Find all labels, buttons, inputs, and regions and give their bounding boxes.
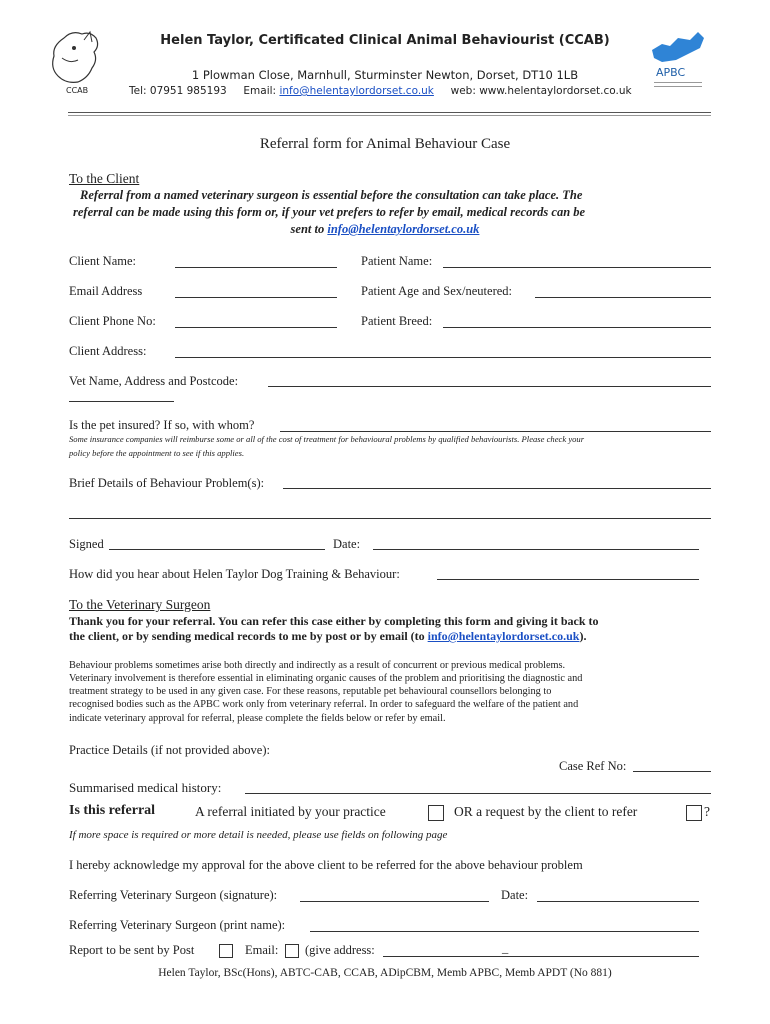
date-label: Date:: [333, 537, 361, 551]
report-email-checkbox[interactable]: [285, 944, 299, 958]
client-name-field[interactable]: [175, 267, 337, 268]
acknowledge-text: I hereby acknowledge my approval for the above client to be referred for the above behaviour problem: [69, 858, 583, 872]
give-address-label: (give address:: [305, 943, 375, 957]
vet-thanks-1: Thank you for your referral. You can refer this case either by completing this form and giving it back to: [69, 614, 599, 628]
vet-body-5: indicate veterinary approval for referral, please complete the fields below or refer by email.: [69, 713, 446, 724]
vet-name-field[interactable]: [268, 386, 711, 387]
patient-name-field[interactable]: [443, 267, 711, 268]
report-post-label: Report to be sent by Post: [69, 943, 195, 957]
form-title: Referral form for Animal Behaviour Case: [259, 136, 511, 152]
vet-name-label: Vet Name, Address and Postcode:: [69, 374, 239, 388]
vet-heading: To the Veterinary Surgeon: [69, 597, 211, 612]
how-hear-field[interactable]: [437, 579, 699, 580]
vet-date-label: Date:: [501, 888, 529, 902]
header-email-link[interactable]: info@helentaylordorset.co.uk: [279, 85, 434, 97]
vet-body-2: Veterinary involvement is therefore essential in eliminating organic causes of the problem and prioritising the diagnostic and: [69, 673, 583, 684]
header-web: web: www.helentaylordorset.co.uk: [450, 85, 632, 97]
give-address-field[interactable]: [383, 956, 699, 957]
client-name-label: Client Name:: [69, 254, 136, 268]
email-address-field[interactable]: [175, 297, 337, 298]
patient-age-label: Patient Age and Sex/neutered:: [361, 284, 513, 298]
brief-details-field-2[interactable]: [69, 518, 711, 519]
vet-signature-field[interactable]: [300, 901, 489, 902]
is-referral-label: Is this referral: [69, 803, 156, 818]
header-address: 1 Plowman Close, Marnhull, Sturminster Newton, Dorset, DT10 1LB: [191, 68, 579, 82]
insured-field[interactable]: [280, 431, 711, 432]
option-practice-label: A referral initiated by your practice: [195, 804, 386, 819]
ccab-logo-text: CCAB: [66, 86, 89, 95]
client-intro-3-prefix: sent to: [290, 222, 328, 236]
vet-date-field[interactable]: [537, 901, 699, 902]
header-email-label: Email:: [243, 85, 277, 97]
option-question-mark: ?: [704, 804, 710, 819]
client-address-label: Client Address:: [69, 344, 147, 358]
vet-print-field[interactable]: [310, 931, 699, 932]
header-tel: Tel: 07951 985193: [129, 85, 227, 97]
email-address-label: Email Address: [69, 284, 143, 298]
give-address-underscore: _: [502, 941, 509, 955]
header-divider-2: [68, 115, 711, 116]
vet-signature-label: Referring Veterinary Surgeon (signature):: [69, 888, 278, 902]
report-email-label: Email:: [245, 943, 279, 957]
practice-details-label: Practice Details (if not provided above):: [69, 743, 270, 757]
medical-history-label: Summarised medical history:: [69, 780, 222, 795]
option-practice-checkbox[interactable]: [428, 805, 444, 821]
how-hear-label: How did you hear about Helen Taylor Dog Training & Behaviour:: [69, 567, 400, 581]
vet-body-1: Behaviour problems sometimes arise both directly and indirectly as a result of concurrent or previous medical problems.: [69, 660, 566, 671]
option-client-label: OR a request by the client to refer: [454, 804, 638, 819]
patient-age-field[interactable]: [535, 297, 711, 298]
client-intro-email-link[interactable]: info@helentaylordorset.co.uk: [327, 222, 480, 236]
brief-details-label: Brief Details of Behaviour Problem(s):: [69, 476, 265, 490]
more-space-note: If more space is required or more detail is needed, please use fields on following page: [69, 829, 448, 841]
vet-thanks-2-suffix: ).: [579, 629, 587, 643]
vet-print-label: Referring Veterinary Surgeon (print name):: [69, 918, 286, 932]
client-heading: To the Client: [69, 171, 140, 186]
header-contact: [129, 85, 632, 97]
client-intro-1: Referral from a named veterinary surgeon is essential before the consultation can take place. The: [80, 188, 583, 202]
client-phone-field[interactable]: [175, 327, 337, 328]
insurance-note-2: policy before the appointment to see if this applies.: [69, 448, 245, 458]
vet-body-4: recognised bodies such as the APBC work only from veterinary referral. In order to safeguard the welfare of the patient and: [69, 699, 579, 710]
client-address-field[interactable]: [175, 357, 711, 358]
client-intro-3: [0, 222, 770, 237]
case-ref-label: Case Ref No:: [559, 759, 627, 773]
insurance-note-1: Some insurance companies will reimburse some or all of the cost of treatment for behavioural problems by qualified behaviourists. Please check your: [69, 434, 585, 444]
case-ref-field[interactable]: [633, 771, 711, 772]
signed-field[interactable]: [109, 549, 325, 550]
patient-breed-field[interactable]: [443, 327, 711, 328]
header-title: Helen Taylor, Certificated Clinical Animal Behaviourist (CCAB): [160, 33, 610, 48]
client-intro-2: referral can be made using this form or, if your vet prefers to refer by email, medical records can be: [73, 205, 586, 219]
apbc-logo-text: APBC: [656, 66, 686, 79]
vet-thanks-2-prefix: the client, or by sending medical records to me by post or by email (to: [69, 629, 428, 643]
client-phone-label: Client Phone No:: [69, 314, 156, 328]
footer-credentials: Helen Taylor, BSc(Hons), ABTC-CAB, CCAB, ADipCBM, Memb APBC, Memb APDT (No 881): [158, 967, 612, 979]
brief-details-field[interactable]: [283, 488, 711, 489]
date-field[interactable]: [373, 549, 699, 550]
patient-name-label: Patient Name:: [361, 254, 433, 268]
vet-name-field-2[interactable]: [69, 401, 174, 402]
patient-breed-label: Patient Breed:: [361, 314, 433, 328]
vet-body-3: treatment strategy to be used in any given case. For these reasons, reputable pet behavioural counsellors belonging to: [69, 686, 552, 697]
insured-label: Is the pet insured? If so, with whom?: [69, 418, 255, 432]
signed-label: Signed: [69, 537, 104, 551]
header-divider: [68, 112, 711, 113]
vet-email-link[interactable]: info@helentaylordorset.co.uk: [427, 629, 580, 643]
report-post-checkbox[interactable]: [219, 944, 233, 958]
medical-history-field[interactable]: [245, 793, 711, 794]
option-client-checkbox[interactable]: [686, 805, 702, 821]
vet-thanks-2: [69, 629, 586, 644]
